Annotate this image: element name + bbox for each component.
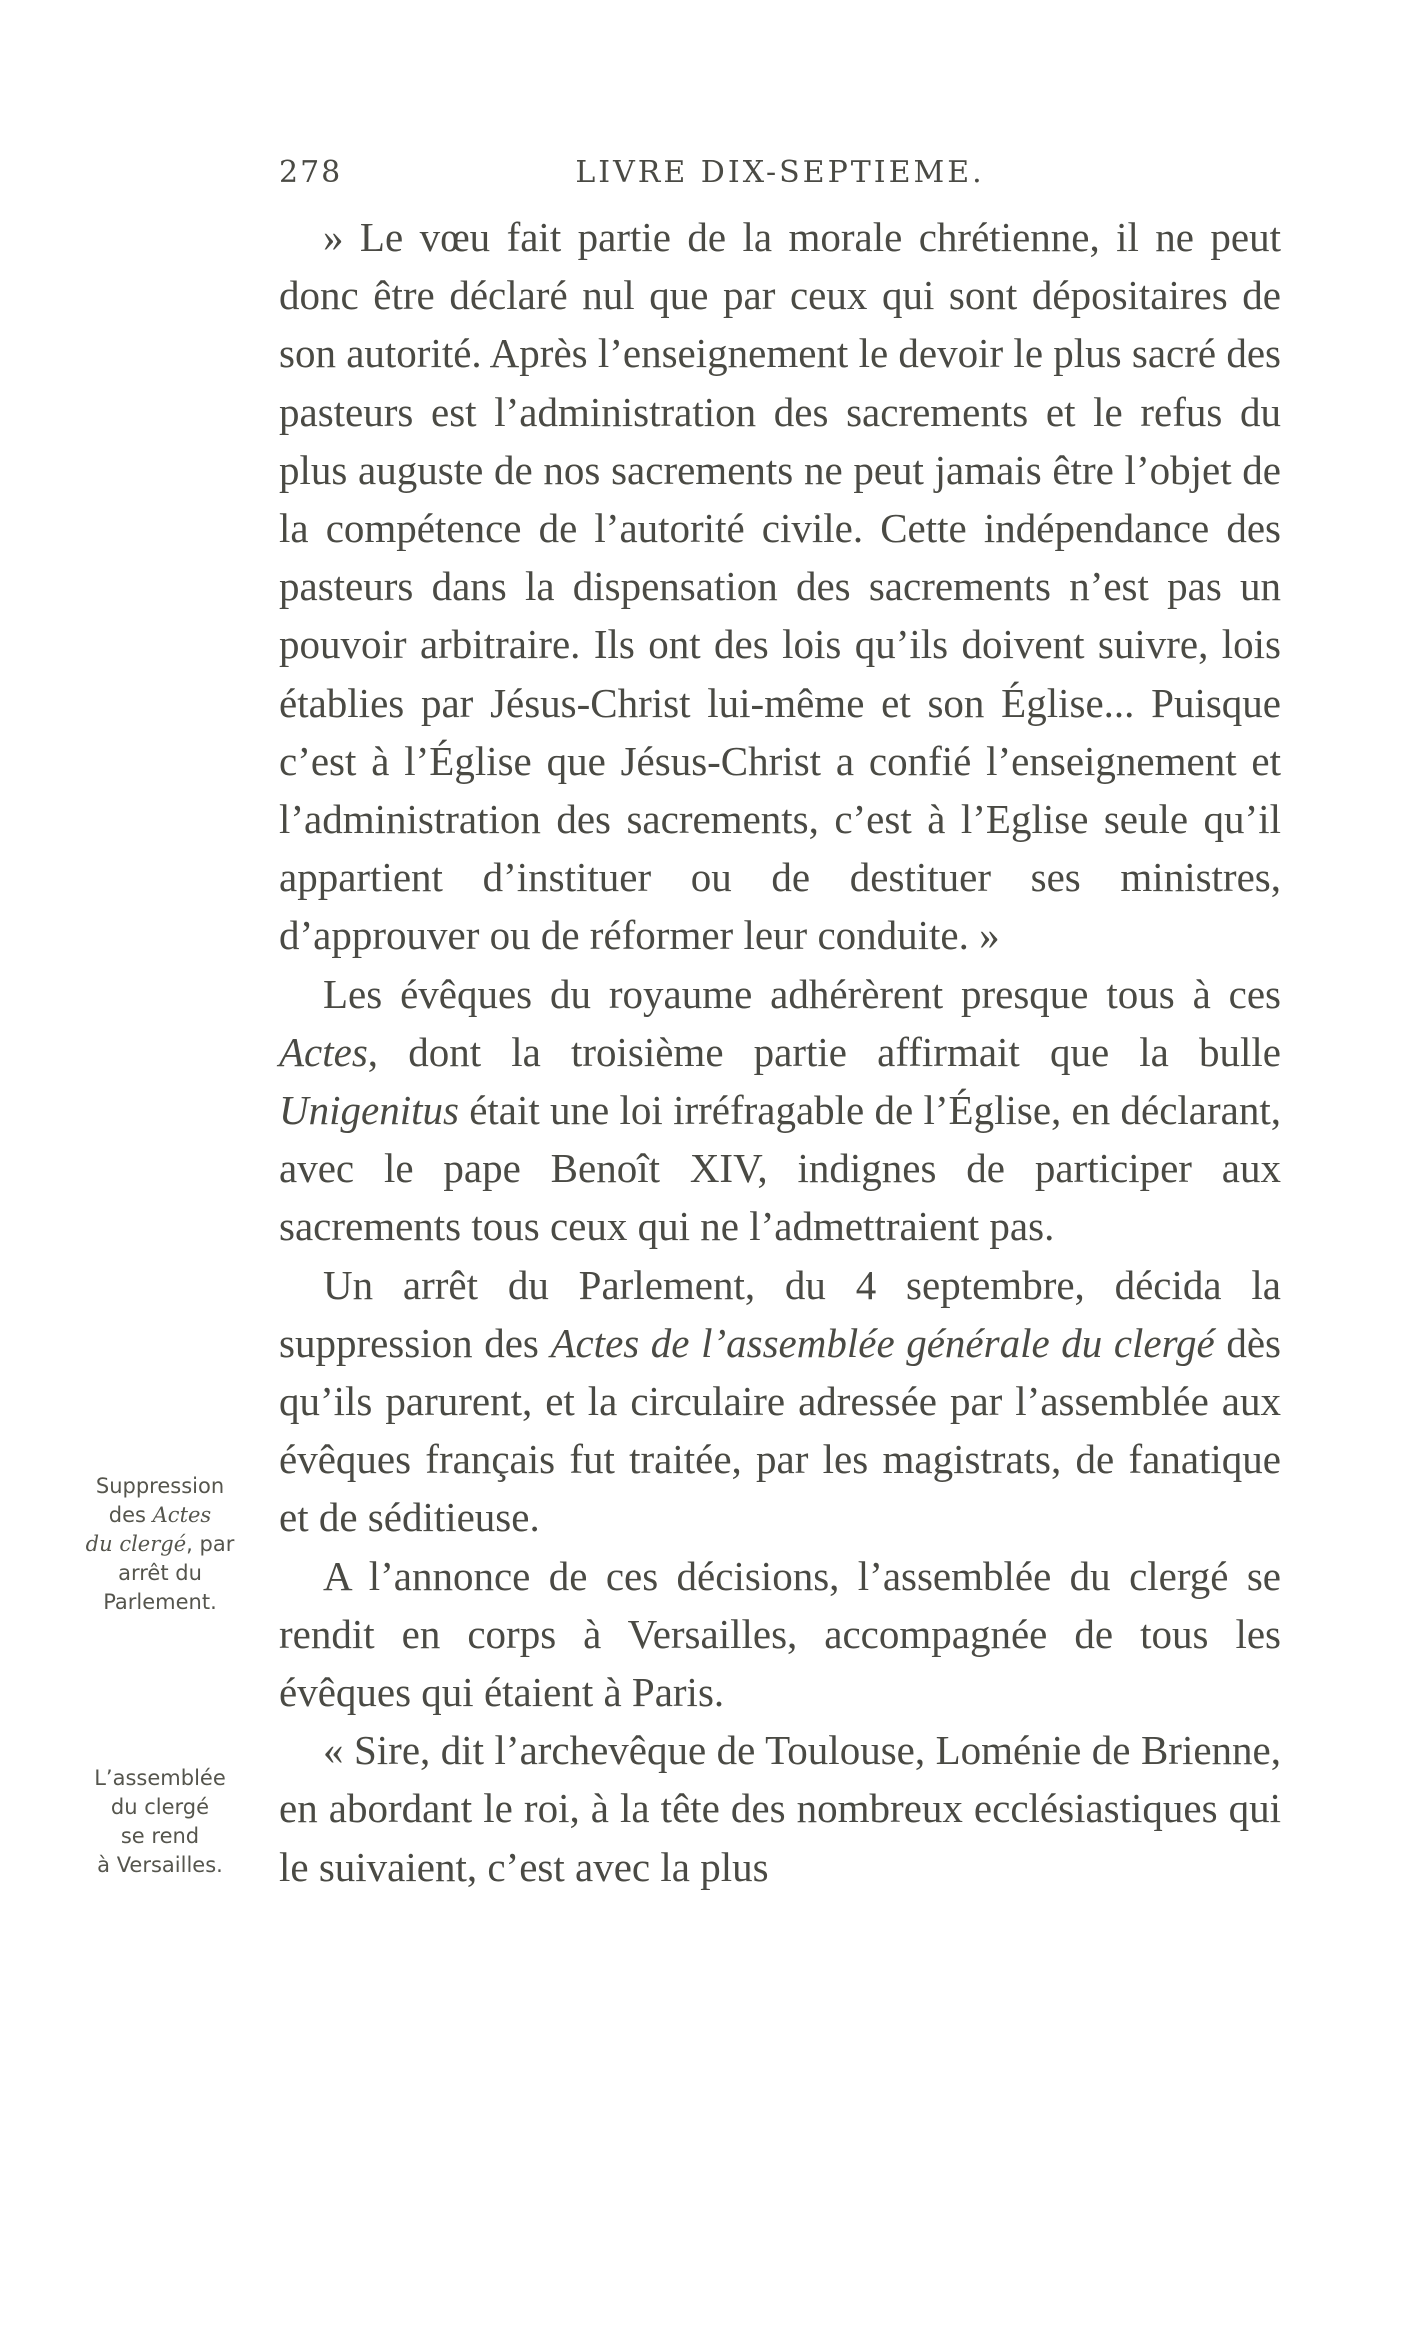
- margin-note-line: du clergé: [110, 1795, 210, 1819]
- margin-note-line: Parlement.: [103, 1590, 217, 1614]
- margin-note-line: [60, 1501, 260, 1530]
- margin-note-line: se rend: [120, 1824, 200, 1848]
- margin-note-text: des: [108, 1503, 153, 1527]
- paragraph-text: était une loi irréfragable de l’Église, en déclarant, avec le pape Benoît XIV, indignes de participer aux sacrements tous ceux qui ne l’admettraient pas.: [279, 1087, 1281, 1250]
- paragraph-quote-continuation: » Le vœu fait partie de la morale chrétienne, il ne peut donc être déclaré nul que par ceux qui sont dépositaires de son autorité. Après l’enseignement le devoir le plus sacré des pasteurs est l’administration des sacrements et le refus du plus auguste de nos sacrements ne peut jamais être l’objet de la compétence de l’autorité civile. Cette indépendance des pasteurs dans la dispensation des sacrements n’est pas un pouvoir arbitraire. Ils ont des lois qu’ils doivent suivre, lois établies par Jésus-Christ lui-même et son Église... Puisque c’est à l’Église que Jésus-Christ a confié l’enseignement et l’administration des sacrements, c’est à l’Eglise seule qu’il appartient d’instituer ou de destituer ses ministres, d’approuver ou de réformer leur conduite. »: [279, 214, 1281, 959]
- margin-note-text: , par: [186, 1532, 235, 1556]
- margin-note-assembly: [60, 1764, 260, 1880]
- body-text: [279, 208, 1281, 1896]
- margin-note-line: [60, 1530, 260, 1559]
- italic-title: Actes: [279, 1028, 368, 1075]
- italic-title: Unigenitus: [279, 1087, 459, 1134]
- paragraph-text: , dont la troisième partie affirmait que la bulle: [367, 1028, 1281, 1075]
- paragraph-text: dès qu’ils parurent, et la circulaire adressée par l’assemblée aux évêques français fut traitée, par les magistrats, de fanatique et de séditieuse.: [279, 1319, 1281, 1541]
- page-number: 278: [279, 155, 343, 190]
- paragraph-brienne-speech: « Sire, dit l’archevêque de Toulouse, Loménie de Brienne, en abordant le roi, à la tête des nombreux ecclésiastiques qui le suivaient, c’est avec la plus: [279, 1727, 1281, 1890]
- paragraph-bishops-adhere: [279, 965, 1281, 1256]
- paragraph-text: Les évêques du royaume adhérèrent presque tous à ces: [323, 970, 1281, 1017]
- margin-note-line: arrêt du: [118, 1561, 202, 1585]
- margin-note-suppression: [60, 1472, 260, 1617]
- running-header: [279, 155, 1281, 195]
- paragraph-text: Un arrêt du Parlement, du 4 septembre, décida la suppression des: [279, 1261, 1281, 1366]
- margin-note-italic: Actes: [152, 1503, 212, 1527]
- margin-note-line: L’assemblée: [94, 1766, 226, 1790]
- margin-note-line: à Versailles.: [97, 1853, 223, 1877]
- margin-note-line: Suppression: [95, 1474, 225, 1498]
- margin-note-italic: du clergé: [85, 1532, 187, 1556]
- italic-title: Actes de l’assemblée générale du clergé: [550, 1319, 1215, 1366]
- paragraph-parliament-decree: [279, 1256, 1281, 1547]
- running-title: LIVRE DIX-SEPTIEME.: [575, 155, 985, 190]
- paragraph-assembly-versailles: A l’annonce de ces décisions, l’assemblée du clergé se rendit en corps à Versailles, accompagnée de tous les évêques qui étaient à Paris.: [279, 1552, 1281, 1716]
